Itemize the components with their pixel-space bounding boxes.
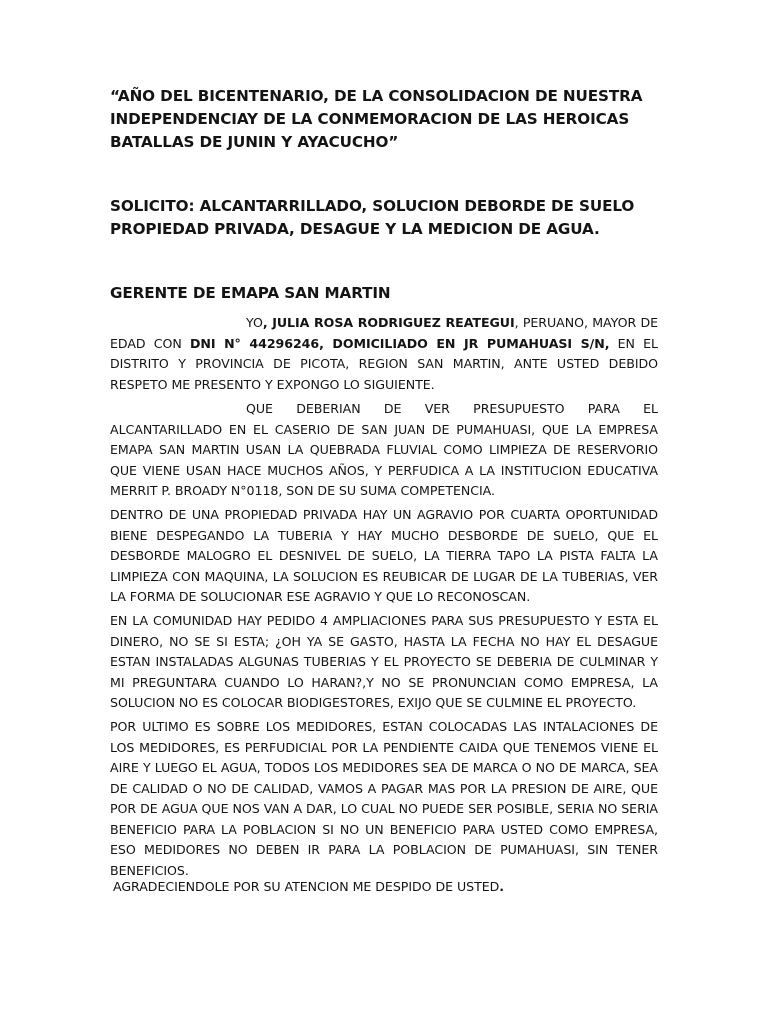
dni-address: DNI N° 44296246, DOMICILIADO EN JR PUMAHUASI S/N, — [189, 335, 610, 351]
intro-text-1: , PERUANO, MAYOR DE EDAD CON — [110, 315, 658, 351]
paragraph-private-property: DENTRO DE UNA PROPIEDAD PRIVADA HAY UN AGRAVIO POR CUARTA OPORTUNIDAD BIENE DESPEGANDO LA TUBERIA Y HAY MUCHO DESBORDE DE SUELO, QUE EL DESBORDE MALOGRO EL DESNIVEL DE SUELO, LA TIERRA TAPO LA PISTA FALTA LA LIMPIEZA CON MAQUINA, LA SOLUCION ES REUBICAR DE LUGAR DE LA TUBERIAS, VER LA FORMA DE SOLUCIONAR ESE AGRAVIO Y QUE LO RECONOSCAN. — [110, 507, 658, 604]
applicant-name: , JULIA ROSA RODRIGUEZ REATEGUI — [262, 315, 515, 330]
intro-pronoun: YO — [246, 315, 263, 330]
paragraph-community: EN LA COMUNIDAD HAY PEDIDO 4 AMPLIACIONES PARA SUS PRESUPUESTO Y ESTA EL DINERO, NO SE SI ESTA; ¿OH YA SE GASTO, HASTA LA FECHA NO HAY EL DESAGUE ESTAN INSTALADAS ALGUNAS TUBERIAS Y EL PROYECTO SE DEBERIA DE CULMINAR Y MI PREGUNTARA CUANDO LO HARAN?,Y NO SE PRONUNCIAN COMO EMPRESA, LA SOLUCION NO ES COLOCAR BIODIGESTORES, EXIJO QUE SE CULMINE EL PROYECTO. — [110, 613, 658, 710]
closing-line — [110, 877, 658, 898]
closing-text: AGRADECIENDOLE POR SU ATENCION ME DESPIDO DE USTED — [113, 879, 500, 894]
intro-paragraph — [110, 313, 658, 395]
closing-period: . — [499, 879, 505, 894]
paragraph-meters: POR ULTIMO ES SOBRE LOS MEDIDORES, ESTAN COLOCADAS LAS INTALACIONES DE LOS MEDIDORES, ES PERFUDICIAL POR LA PENDIENTE CAIDA QUE TENEMOS VIENE EL AIRE Y LUEGO EL AGUA, TODOS LOS MEDIDORES SEA DE MARCA O NO DE MARCA, SEA DE CALIDAD O NO DE CALIDAD, VAMOS A PAGAR MAS POR LA PRESION DE AIRE, QUE POR DE AGUA QUE NOS VAN A DAR, LO CUAL NO PUEDE SER POSIBLE, SERIA NO SERIA BENEFICIO PARA LA POBLACION SI NO UN BENEFICIO PARA USTED COMO EMPRESA, ESO MEDIDORES NO DEBEN IR PARA LA POBLACION DE PUMAHUASI, SIN TENER BENEFICIOS. — [110, 719, 658, 878]
letter-title: “AÑO DEL BICENTENARIO, DE LA CONSOLIDACION DE NUESTRA INDEPENDENCIAY DE LA CONMEMORACION DE LAS HEROICAS BATALLAS DE JUNIN Y AYACUCHO” — [110, 87, 643, 151]
subject-line: SOLICITO: ALCANTARRILLADO, SOLUCION DEBORDE DE SUELO PROPIEDAD PRIVADA, DESAGUE Y LA MEDICION DE AGUA. — [110, 197, 635, 238]
paragraph-sewerage: QUE DEBERIAN DE VER PRESUPUESTO PARA EL ALCANTARILLADO EN EL CASERIO DE SAN JUAN DE PUMAHUASI, QUE LA EMPRESA EMAPA SAN MARTIN USAN LA QUEBRADA FLUVIAL COMO LIMPIEZA DE RESERVORIO QUE VIENE USAN HACE MUCHOS AÑOS, Y PERFUDICA A LA INSTITUCION EDUCATIVA MERRIT P. BROADY N°0118, SON DE SU SUMA COMPETENCIA. — [110, 401, 658, 498]
recipient-line: GERENTE DE EMAPA SAN MARTIN — [110, 284, 391, 302]
intro-text-2: EN EL DISTRITO Y PROVINCIA DE PICOTA, REGION SAN MARTIN, ANTE USTED DEBIDO RESPETO ME PRESENTO Y EXPONGO LO SIGUIENTE. — [110, 335, 659, 392]
